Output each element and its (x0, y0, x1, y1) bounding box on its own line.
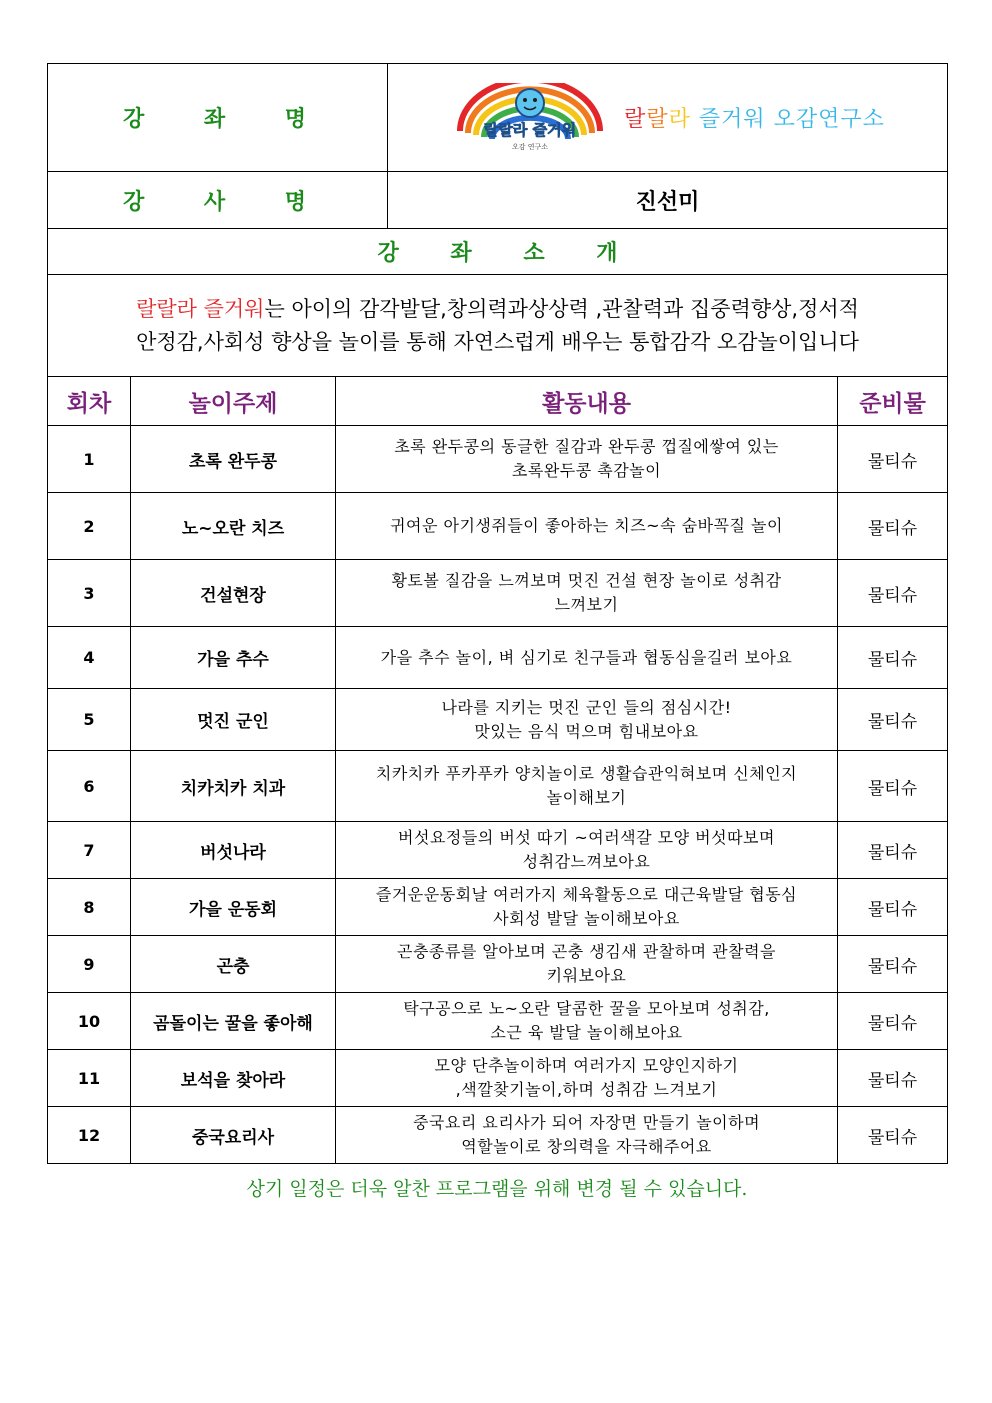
activity-content (336, 560, 838, 627)
course-name-part-1: 랄 (624, 107, 647, 132)
activity-line: 치카치카 푸카푸카 양치놀이로 생활습관익혀보며 신체인지 (375, 764, 798, 783)
session-number: 1 (48, 426, 131, 493)
activity-content (336, 993, 838, 1050)
session-number: 12 (48, 1107, 131, 1164)
col-header-session: 회차 (48, 377, 131, 426)
intro-title-row (48, 229, 948, 275)
session-number: 4 (48, 627, 131, 689)
activity-content (336, 751, 838, 822)
activity-line: 키워보아요 (546, 966, 627, 985)
activity-content (336, 627, 838, 689)
schedule-row (48, 493, 948, 560)
activity-content (336, 879, 838, 936)
session-number: 2 (48, 493, 131, 560)
instructor-name: 진선미 (388, 172, 948, 229)
schedule-header-row (48, 377, 948, 426)
schedule-row (48, 1107, 948, 1164)
activity-line: 맛있는 음식 먹으며 힘내보아요 (474, 721, 699, 741)
activity-line: 황토볼 질감을 느껴보며 멋진 건설 현장 놀이로 성취감 (391, 571, 782, 590)
schedule-row (48, 751, 948, 822)
course-name-part-4: 즐거워 오감연구소 (690, 107, 885, 132)
activity-line: 가을 추수 놀이, 벼 심기로 친구들과 협동심을길러 보아요 (380, 647, 793, 667)
col-header-activity: 활동내용 (336, 377, 838, 426)
material: 물티슈 (838, 822, 948, 879)
material: 물티슈 (838, 493, 948, 560)
activity-line: 곤충종류를 알아보며 곤충 생김새 관찰하며 관찰력을 (397, 942, 776, 961)
activity-line: 귀여운 아기생쥐들이 좋아하는 치즈~속 숨바꼭질 놀이 (390, 516, 783, 535)
activity-content (336, 689, 838, 751)
activity-content (336, 426, 838, 493)
activity-content (336, 1107, 838, 1164)
play-topic: 곰돌이는 꿀을 좋아해 (131, 993, 336, 1050)
material: 물티슈 (838, 627, 948, 689)
schedule-row (48, 993, 948, 1050)
activity-line: 성취감느껴보아요 (522, 852, 651, 871)
instructor-label: 강 사 명 (48, 172, 388, 229)
course-name-part-2: 랄 (646, 107, 669, 132)
material: 물티슈 (838, 1107, 948, 1164)
course-sheet (47, 63, 947, 1164)
activity-line: 버섯요정들의 버섯 따기 ~여러색갈 모양 버섯따보며 (398, 828, 775, 847)
course-name-text (624, 102, 885, 133)
course-name-value (388, 64, 948, 172)
session-number: 10 (48, 993, 131, 1050)
intro-body-row (48, 275, 948, 377)
activity-line: 느껴보기 (554, 595, 619, 614)
play-topic: 노~오란 치즈 (131, 493, 336, 560)
session-number: 8 (48, 879, 131, 936)
material: 물티슈 (838, 560, 948, 627)
activity-line: 역할놀이로 창의력을 자극해주어요 (461, 1137, 712, 1156)
lalala-logo (450, 83, 610, 153)
activity-line: 나라를 지키는 멋진 군인 들의 점심시간! (441, 697, 732, 717)
play-topic: 치카치카 치과 (131, 751, 336, 822)
material: 물티슈 (838, 879, 948, 936)
schedule-row (48, 822, 948, 879)
schedule-body (48, 426, 948, 1164)
activity-content (336, 493, 838, 560)
course-info-table (47, 63, 948, 1164)
material: 물티슈 (838, 1050, 948, 1107)
course-name-row (48, 64, 948, 172)
play-topic: 곤충 (131, 936, 336, 993)
logo-sub-text: 오감 연구소 (512, 142, 549, 151)
activity-line: 초록완두콩 촉감놀이 (511, 461, 662, 480)
material: 물티슈 (838, 993, 948, 1050)
schedule-row (48, 936, 948, 993)
intro-line2: 안정감,사회성 향상을 놀이를 통해 자연스럽게 배우는 통합감각 오감놀이입니다 (136, 329, 859, 354)
session-number: 9 (48, 936, 131, 993)
schedule-row (48, 627, 948, 689)
session-number: 7 (48, 822, 131, 879)
schedule-row (48, 879, 948, 936)
material: 물티슈 (838, 689, 948, 751)
play-topic: 멋진 군인 (131, 689, 336, 751)
intro-title: 강 좌 소 개 (48, 229, 948, 275)
session-number: 11 (48, 1050, 131, 1107)
session-number: 6 (48, 751, 131, 822)
activity-line: 중국요리 요리사가 되어 자장면 만들기 놀이하며 (412, 1113, 761, 1132)
activity-line: 즐거운운동회날 여러가지 체육활동으로 대근육발달 협동심 (375, 885, 798, 904)
activity-line: 소근 육 발달 놀이해보아요 (490, 1023, 683, 1042)
intro-body (48, 275, 948, 377)
play-topic: 버섯나라 (131, 822, 336, 879)
play-topic: 가을 추수 (131, 627, 336, 689)
activity-content (336, 936, 838, 993)
intro-line1: 는 아이의 감각발달,창의력과상상력 ,관찰력과 집중력향상,정서적 (264, 296, 859, 321)
instructor-row (48, 172, 948, 229)
play-topic: 가을 운동회 (131, 879, 336, 936)
schedule-row (48, 560, 948, 627)
activity-line: 사회성 발달 놀이해보아요 (493, 909, 680, 928)
intro-brand: 랄랄라 즐거워 (136, 296, 265, 321)
schedule-row (48, 689, 948, 751)
schedule-row (48, 426, 948, 493)
activity-content (336, 1050, 838, 1107)
course-name-label: 강 좌 명 (48, 64, 388, 172)
session-number: 5 (48, 689, 131, 751)
course-name-part-3: 라 (668, 107, 691, 132)
logo-main-text: 랄랄라 즐거워 (484, 120, 577, 139)
play-topic: 중국요리사 (131, 1107, 336, 1164)
material: 물티슈 (838, 426, 948, 493)
activity-line: 초록 완두콩의 동글한 질감과 완두콩 껍질에쌓여 있는 (394, 437, 779, 456)
play-topic: 보석을 찾아라 (131, 1050, 336, 1107)
schedule-row (48, 1050, 948, 1107)
play-topic: 초록 완두콩 (131, 426, 336, 493)
activity-line: 탁구공으로 노~오란 달콤한 꿀을 모아보며 성취감, (403, 999, 770, 1018)
material: 물티슈 (838, 936, 948, 993)
footer-note: 상기 일정은 더욱 알찬 프로그램을 위해 변경 될 수 있습니다. (246, 1178, 748, 1200)
session-number: 3 (48, 560, 131, 627)
activity-line: 모양 단추놀이하며 여러가지 모양인지하기 (434, 1056, 739, 1075)
activity-content (336, 822, 838, 879)
col-header-topic: 놀이주제 (131, 377, 336, 426)
col-header-material: 준비물 (838, 377, 948, 426)
play-topic: 건설현장 (131, 560, 336, 627)
activity-line: 놀이해보기 (546, 788, 627, 807)
material: 물티슈 (838, 751, 948, 822)
activity-line: ,색깔찾기놀이,하며 성취감 느겨보기 (455, 1080, 718, 1099)
